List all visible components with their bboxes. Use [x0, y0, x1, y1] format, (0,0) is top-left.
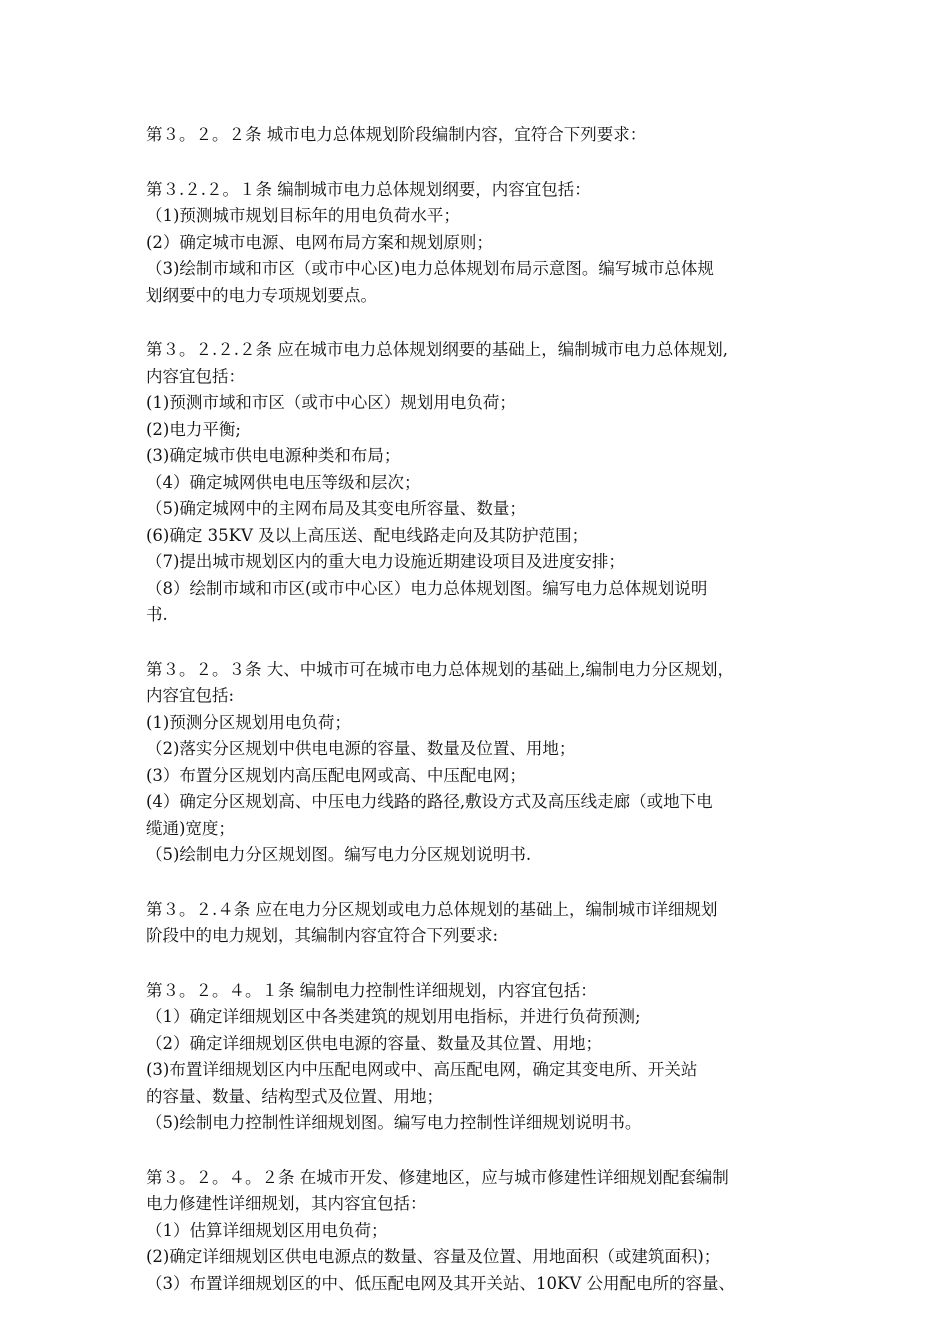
clause-text-line: (2）确定城市电源、电网布局方案和规划原则； — [146, 232, 493, 252]
clause-text-line: （1）估算详细规划区用电负荷； — [146, 1220, 388, 1240]
clause-text-line: （5)绘制电力分区规划图。编写电力分区规划说明书. — [146, 845, 532, 864]
clause-text-line: 的容量、数量、结构型式及位置、用地； — [146, 1086, 443, 1106]
clause-text-line: （1)预测城市规划目标年的用电负荷水平； — [146, 206, 460, 225]
clause-text-line: (2)确定详细规划区供电电源点的数量、容量及位置、用地面积（或建筑面积)； — [146, 1247, 721, 1266]
clause-text-line: （4）确定城网供电电压等级和层次； — [146, 472, 421, 492]
clause-text-line: 缆通)宽度； — [146, 818, 235, 838]
clause-text-line: （5)确定城网中的主网布局及其变电所容量、数量； — [146, 499, 526, 518]
clause-text-line: (3)确定城市供电电源种类和布局； — [146, 446, 401, 465]
clause-heading-line: 第３。２.２.２条 应在城市电力总体规划纲要的基础上，编制城市电力总体规划, — [146, 340, 728, 359]
clause-section — [146, 897, 826, 950]
clause-text-line: 内容宜包括: — [146, 686, 235, 705]
clause-text-line: （3）布置详细规划区的中、低压配电网及其开关站、10KV 公用配电所的容量、 — [146, 1273, 735, 1293]
clause-section — [146, 337, 826, 629]
clause-text-line: 电力修建性详细规划，其内容宜包括： — [146, 1194, 427, 1213]
clause-text-line: （1）确定详细规划区中各类建筑的规划用电指标，并进行负荷预测; — [146, 1007, 641, 1026]
clause-text-line: 阶段中的电力规划，其编制内容宜符合下列要求: — [146, 926, 499, 945]
document-body — [146, 122, 826, 1325]
clause-section — [146, 657, 826, 869]
clause-section — [146, 122, 826, 149]
clause-text-line: (3)布置详细规划区内中压配电网或中、高压配电网，确定其变电所、开关站 — [146, 1060, 698, 1079]
clause-text-line: （5)绘制电力控制性详细规划图。编写电力控制性详细规划说明书。 — [146, 1113, 642, 1132]
clause-section — [146, 978, 826, 1137]
clause-text-line: （3)绘制市域和市区（或市中心区)电力总体规划布局示意图。编写城市总体规 — [146, 259, 714, 278]
clause-text-line: 划纲要中的电力专项规划要点。 — [146, 285, 377, 305]
clause-text-line: （7)提出城市规划区内的重大电力设施近期建设项目及进度安排； — [146, 552, 625, 571]
clause-text-line: (4）确定分区规划高、中压电力线路的路径,敷设方式及高压线走廊（或地下电 — [146, 792, 713, 811]
clause-heading-line: 第３。２。３条 大、中城市可在城市电力总体规划的基础上,编制电力分区规划， — [146, 659, 734, 679]
clause-text-line: （2)落实分区规划中供电电源的容量、数量及位置、用地； — [146, 739, 576, 758]
clause-heading-line: 第３.２.２。１条 编制城市电力总体规划纲要，内容宜包括： — [146, 179, 591, 199]
clause-text-line: (1)预测市域和市区（或市中心区）规划用电负荷； — [146, 393, 516, 412]
clause-text-line: (3）布置分区规划内高压配电网或高、中压配电网； — [146, 765, 526, 785]
clause-text-line: 内容宜包括： — [146, 366, 245, 386]
clause-text-line: （2）确定详细规划区供电电源的容量、数量及其位置、用地； — [146, 1033, 602, 1053]
clause-section — [146, 177, 826, 310]
clause-section — [146, 1165, 826, 1298]
clause-text-line: （8）绘制市域和市区(或市中心区）电力总体规划图。编写电力总体规划说明 — [146, 578, 708, 598]
clause-heading-line: 第３。２.４条 应在电力分区规划或电力总体规划的基础上，编制城市详细规划 — [146, 899, 718, 919]
clause-text-line: (1)预测分区规划用电负荷； — [146, 712, 351, 732]
clause-text-line: (2)电力平衡; — [146, 419, 241, 439]
clause-text-line: (6)确定 35KV 及以上高压送、配电线路走向及其防护范围； — [146, 525, 589, 545]
clause-heading-line: 第３。２。２条 城市电力总体规划阶段编制内容，宜符合下列要求： — [146, 125, 647, 144]
clause-heading-line: 第３。２。４。１条 编制电力控制性详细规划，内容宜包括： — [146, 980, 597, 1000]
clause-text-line: 书. — [146, 605, 168, 624]
clause-heading-line: 第３。２。４。２条 在城市开发、修建地区，应与城市修建性详细规划配套编制 — [146, 1167, 729, 1187]
